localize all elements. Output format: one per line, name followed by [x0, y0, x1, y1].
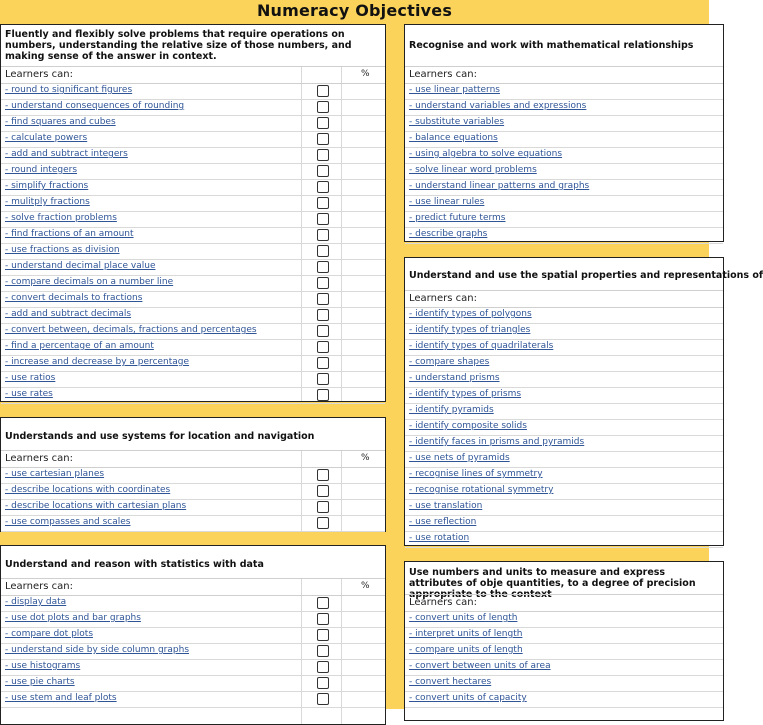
checkbox[interactable] — [317, 149, 329, 161]
section-relationships — [404, 24, 724, 242]
checkbox[interactable] — [317, 245, 329, 257]
objective-link[interactable]: - use linear rules — [409, 197, 485, 207]
checkbox[interactable] — [317, 517, 329, 529]
learners-header-row — [1, 66, 385, 84]
list-item — [405, 451, 723, 468]
objective-link[interactable]: - convert hectares — [409, 677, 492, 687]
objective-link[interactable]: - use dot plots and bar graphs — [5, 613, 141, 623]
checkbox[interactable] — [317, 181, 329, 193]
objective-link[interactable]: - understand linear patterns and graphs — [409, 181, 590, 191]
section-heading: Understands and use systems for location and navigation — [5, 431, 315, 442]
list-item — [405, 179, 723, 196]
list-item — [1, 227, 385, 244]
list-item — [1, 339, 385, 356]
objective-link[interactable]: - interpret units of length — [409, 629, 523, 639]
objective-link[interactable]: - understand variables and expressions — [409, 101, 587, 111]
list-item — [1, 371, 385, 388]
objective-link[interactable]: - compare decimals on a number line — [5, 277, 174, 287]
list-item — [405, 387, 723, 404]
objective-link[interactable]: - convert decimals to fractions — [5, 293, 143, 303]
list-item — [1, 275, 385, 292]
objective-link[interactable]: - use linear patterns — [409, 85, 500, 95]
list-item — [1, 195, 385, 212]
objective-link[interactable]: - use pie charts — [5, 677, 75, 687]
objective-link[interactable]: - using algebra to solve equations — [409, 149, 563, 159]
list-item — [1, 515, 385, 532]
section-heading: Recognise and work with mathematical relationships — [409, 40, 694, 51]
learners-label: Learners can: — [409, 69, 477, 80]
checkbox[interactable] — [317, 693, 329, 705]
section-spatial-properties — [404, 257, 763, 546]
learners-header-row — [405, 66, 723, 84]
objective-link[interactable]: - recognise rotational symmetry — [409, 485, 554, 495]
objective-link[interactable]: - understand prisms — [409, 373, 500, 383]
section-heading: Use numbers and units to measure and express attributes of obje quantities, to a degree of precision appropriate to the context — [409, 567, 696, 600]
objective-link[interactable]: - use translation — [409, 501, 483, 511]
objective-link[interactable]: - recognise lines of symmetry — [409, 469, 543, 479]
objective-link[interactable]: - use rates — [5, 389, 53, 399]
objective-link[interactable]: - calculate powers — [5, 133, 88, 143]
checkbox[interactable] — [317, 629, 329, 641]
list-item — [405, 611, 723, 628]
section-measurement — [404, 561, 724, 721]
objective-link[interactable]: - find fractions of an amount — [5, 229, 134, 239]
list-item — [1, 115, 385, 132]
list-item — [405, 435, 723, 452]
checkbox[interactable] — [317, 501, 329, 513]
list-item — [405, 195, 723, 212]
list-item — [1, 499, 385, 516]
learners-header-row — [405, 594, 723, 612]
objective-link[interactable]: - simplify fractions — [5, 181, 89, 191]
objective-link[interactable]: - find squares and cubes — [5, 117, 116, 127]
objective-link[interactable]: - substitute variables — [409, 117, 505, 127]
objective-link[interactable]: - convert between, decimals, fractions and percentages — [5, 325, 257, 335]
list-item — [405, 403, 723, 420]
learners-label: Learners can: — [409, 597, 477, 608]
objective-link[interactable]: - use rotation — [409, 533, 470, 543]
objective-link[interactable]: - compare dot plots — [5, 629, 94, 639]
percent-label: % — [361, 69, 370, 79]
objective-link[interactable]: - identify types of polygons — [409, 309, 532, 319]
checkbox[interactable] — [317, 133, 329, 145]
checkbox[interactable] — [317, 341, 329, 353]
objective-link[interactable]: - convert between units of area — [409, 661, 551, 671]
list-item — [1, 83, 385, 100]
list-item — [1, 163, 385, 180]
checkbox[interactable] — [317, 261, 329, 273]
list-item — [1, 595, 385, 612]
objective-link[interactable]: - use nets of pyramids — [409, 453, 510, 463]
objective-link[interactable]: - solve linear word problems — [409, 165, 537, 175]
section-heading: Understand and reason with statistics with data — [5, 559, 264, 570]
objective-link[interactable]: - find a percentage of an amount — [5, 341, 154, 351]
list-item — [1, 211, 385, 228]
list-item — [405, 531, 723, 548]
checkbox[interactable] — [317, 661, 329, 673]
objective-link[interactable]: - balance equations — [409, 133, 498, 143]
checkbox[interactable] — [317, 101, 329, 113]
list-item — [405, 83, 723, 100]
section-location-navigation — [0, 417, 386, 532]
list-item — [405, 691, 723, 708]
objective-link[interactable]: - use compasses and scales — [5, 517, 131, 527]
checkbox[interactable] — [317, 485, 329, 497]
list-item — [405, 323, 723, 340]
list-item — [1, 323, 385, 340]
objective-link[interactable]: - describe locations with coordinates — [5, 485, 171, 495]
objective-link[interactable]: - understand decimal place value — [5, 261, 156, 271]
list-item — [1, 627, 385, 644]
objective-link[interactable]: - use reflection — [409, 517, 477, 527]
learners-label: Learners can: — [5, 453, 73, 464]
objective-link[interactable]: - compare units of length — [409, 645, 523, 655]
title-banner — [0, 0, 709, 25]
list-item — [405, 467, 723, 484]
list-item — [405, 131, 723, 148]
objective-link[interactable]: - add and subtract decimals — [5, 309, 132, 319]
list-item — [405, 643, 723, 660]
checkbox[interactable] — [317, 597, 329, 609]
objective-link[interactable]: - use ratios — [5, 373, 56, 383]
checkbox[interactable] — [317, 277, 329, 289]
objective-link[interactable]: - mulitply fractions — [5, 197, 90, 207]
objective-link[interactable]: - identify pyramids — [409, 405, 494, 415]
checkbox[interactable] — [317, 117, 329, 129]
objective-link[interactable]: - predict future terms — [409, 213, 506, 223]
objective-link[interactable]: - round to significant figures — [5, 85, 133, 95]
list-item — [405, 227, 723, 244]
objective-link[interactable]: - round integers — [5, 165, 78, 175]
checkbox[interactable] — [317, 613, 329, 625]
list-item — [405, 355, 723, 372]
list-item — [1, 691, 385, 708]
learners-header-row — [405, 290, 723, 308]
list-item — [1, 483, 385, 500]
list-item — [1, 643, 385, 660]
checkbox[interactable] — [317, 357, 329, 369]
page-title: Numeracy Objectives — [256, 1, 453, 20]
objective-link[interactable]: - add and subtract integers — [5, 149, 128, 159]
checkbox[interactable] — [317, 645, 329, 657]
list-item — [1, 355, 385, 372]
percent-label: % — [361, 581, 370, 591]
checkbox[interactable] — [317, 373, 329, 385]
objective-link[interactable]: - identify types of prisms — [409, 389, 522, 399]
list-item — [1, 387, 385, 404]
objective-link[interactable]: - understand consequences of rounding — [5, 101, 185, 111]
learners-label: Learners can: — [5, 581, 73, 592]
list-item — [1, 131, 385, 148]
checkbox[interactable] — [317, 293, 329, 305]
objective-link[interactable]: - use stem and leaf plots — [5, 693, 117, 703]
list-item — [405, 339, 723, 356]
learners-label: Learners can: — [5, 69, 73, 80]
objective-link[interactable]: - use cartesian planes — [5, 469, 105, 479]
percent-label: % — [361, 453, 370, 463]
list-item — [405, 115, 723, 132]
checkbox[interactable] — [317, 213, 329, 225]
section-number-operations — [0, 24, 386, 402]
objective-link[interactable]: - solve fraction problems — [5, 213, 117, 223]
list-item — [1, 675, 385, 692]
learners-header-row — [1, 450, 385, 468]
objective-link[interactable]: - identify types of quadrilaterals — [409, 341, 554, 351]
list-item — [405, 211, 723, 228]
list-item — [405, 675, 723, 692]
section-statistics — [0, 545, 386, 725]
list-item — [405, 419, 723, 436]
list-item — [1, 259, 385, 276]
list-item — [405, 99, 723, 116]
list-item — [405, 515, 723, 532]
checkbox[interactable] — [317, 325, 329, 337]
section-heading: Understand and use the spatial properties and representations of — [409, 270, 763, 281]
objective-link[interactable]: - convert units of capacity — [409, 693, 527, 703]
list-item — [1, 147, 385, 164]
list-item — [1, 99, 385, 116]
list-item — [405, 307, 723, 324]
objective-link[interactable]: - use histograms — [5, 661, 81, 671]
checkbox[interactable] — [317, 309, 329, 321]
objective-link[interactable]: - increase and decrease by a percentage — [5, 357, 190, 367]
list-item — [1, 611, 385, 628]
list-item — [1, 291, 385, 308]
objective-link[interactable]: - compare shapes — [409, 357, 490, 367]
checkbox[interactable] — [317, 229, 329, 241]
learners-header-row — [1, 578, 385, 596]
checkbox[interactable] — [317, 389, 329, 401]
list-item — [405, 483, 723, 500]
objective-link[interactable]: - identify faces in prisms and pyramids — [409, 437, 585, 447]
list-item — [1, 307, 385, 324]
checkbox[interactable] — [317, 197, 329, 209]
list-item — [405, 163, 723, 180]
list-item — [1, 243, 385, 260]
objective-link[interactable]: - identify types of triangles — [409, 325, 531, 335]
list-item — [1, 179, 385, 196]
checkbox[interactable] — [317, 469, 329, 481]
objective-link[interactable]: - use fractions as division — [5, 245, 120, 255]
learners-label: Learners can: — [409, 293, 477, 304]
objective-link[interactable]: - convert units of length — [409, 613, 518, 623]
checkbox[interactable] — [317, 165, 329, 177]
list-item — [405, 627, 723, 644]
list-item — [1, 659, 385, 676]
objective-link[interactable]: - identify composite solids — [409, 421, 527, 431]
list-item — [405, 659, 723, 676]
list-item — [405, 371, 723, 388]
checkbox[interactable] — [317, 85, 329, 97]
objective-link[interactable]: - describe graphs — [409, 229, 488, 239]
list-item — [1, 467, 385, 484]
checkbox[interactable] — [317, 677, 329, 689]
section-heading: Fluently and flexibly solve problems that require operations on numbers, understanding the relative size of those numbers, and making sense of the answer in context. — [5, 29, 352, 62]
objective-link[interactable]: - display data — [5, 597, 67, 607]
objective-link[interactable]: - understand side by side column graphs — [5, 645, 190, 655]
list-item — [405, 499, 723, 516]
list-item — [405, 147, 723, 164]
objective-link[interactable]: - describe locations with cartesian plans — [5, 501, 187, 511]
